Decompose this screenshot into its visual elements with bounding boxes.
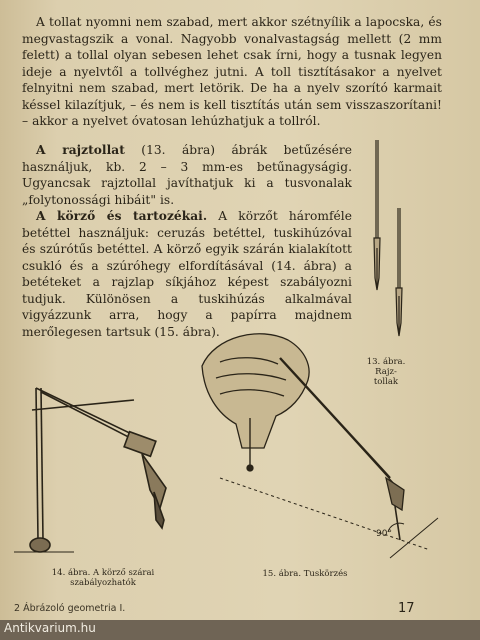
caption-line: 14. ábra. A körző szárai — [51, 568, 155, 578]
angle-label: 90° — [376, 529, 392, 539]
figure-15-ink-compass — [190, 318, 440, 568]
figure-15-caption — [240, 569, 370, 579]
figure-14-caption — [18, 568, 188, 588]
caption-line: 13. ábra. — [366, 357, 406, 367]
running-footer: 2 Ábrázoló geometria I. — [14, 603, 126, 614]
paragraph-drawing-pen — [22, 142, 352, 208]
caption-line: szabályozhatók — [70, 578, 136, 588]
caption-line: tollak — [373, 377, 399, 387]
caption-line: Rajz- — [375, 367, 397, 377]
caption-line: 15. ábra. Tuskörzés — [262, 569, 348, 579]
ink-insert — [386, 478, 404, 510]
page-number: 17 — [398, 601, 415, 616]
paragraph-text: A tollat nyomni nem szabad, mert akkor szétnyílik a lapocska, és megvastagszik a vonal. Nagyobb vonalvastagság mellett (2 mm felett) a tollal olyan sebesen lehet csak írni, hogy a tusnak legyen ideje a nyelvtől a tollvéghez jutni. A toll tisztításakor a nyelvet felnyitni nem szabad, mert letörik. De ha a nyelv szorító karmait késsel kilazítjuk, – és nem is kell tisztítás után sem visszaszorítani! – akkor a nyelvet óvatosan lehúzhatjuk a tollról. — [22, 15, 442, 128]
compass-arm — [36, 388, 144, 440]
figure-14-compass — [14, 380, 194, 565]
paragraph-text: (13. ábra) ábrák betűzésére használjuk, kb. 2 – 3 mm-es betűnagyságig. Ugyancsak rajztollal javíthatjuk ki a tusvonalak „folytonossági hibáit" is. — [22, 143, 352, 207]
paragraph-lead: A rajztollat — [36, 143, 125, 157]
paragraph-pen-care — [22, 14, 442, 130]
compass-pivot — [30, 538, 50, 552]
paragraph-lead: A körző és tartozékai. — [36, 209, 208, 223]
paragraph-text: A körzőt háromféle betéttel használjuk: ceruzás betéttel, tuskihúzóval és szúrótűs betéttel. A körző egyik szárán kialakított csukló és a szúróhegy elfordításával (14. ábra) a betéteket a rajzlap síkjához képest szabályozni tudjuk. Különösen a tuskihúzás alkalmával vigyázzunk arra, hogy a papírra majdnem merőlegesen tartsuk (15. ábra). — [22, 209, 353, 339]
compass-joint — [124, 432, 156, 457]
compass-leg-left — [36, 388, 38, 540]
hand-illustration — [202, 334, 309, 448]
watermark-text: Antikvarium.hu — [4, 621, 96, 635]
